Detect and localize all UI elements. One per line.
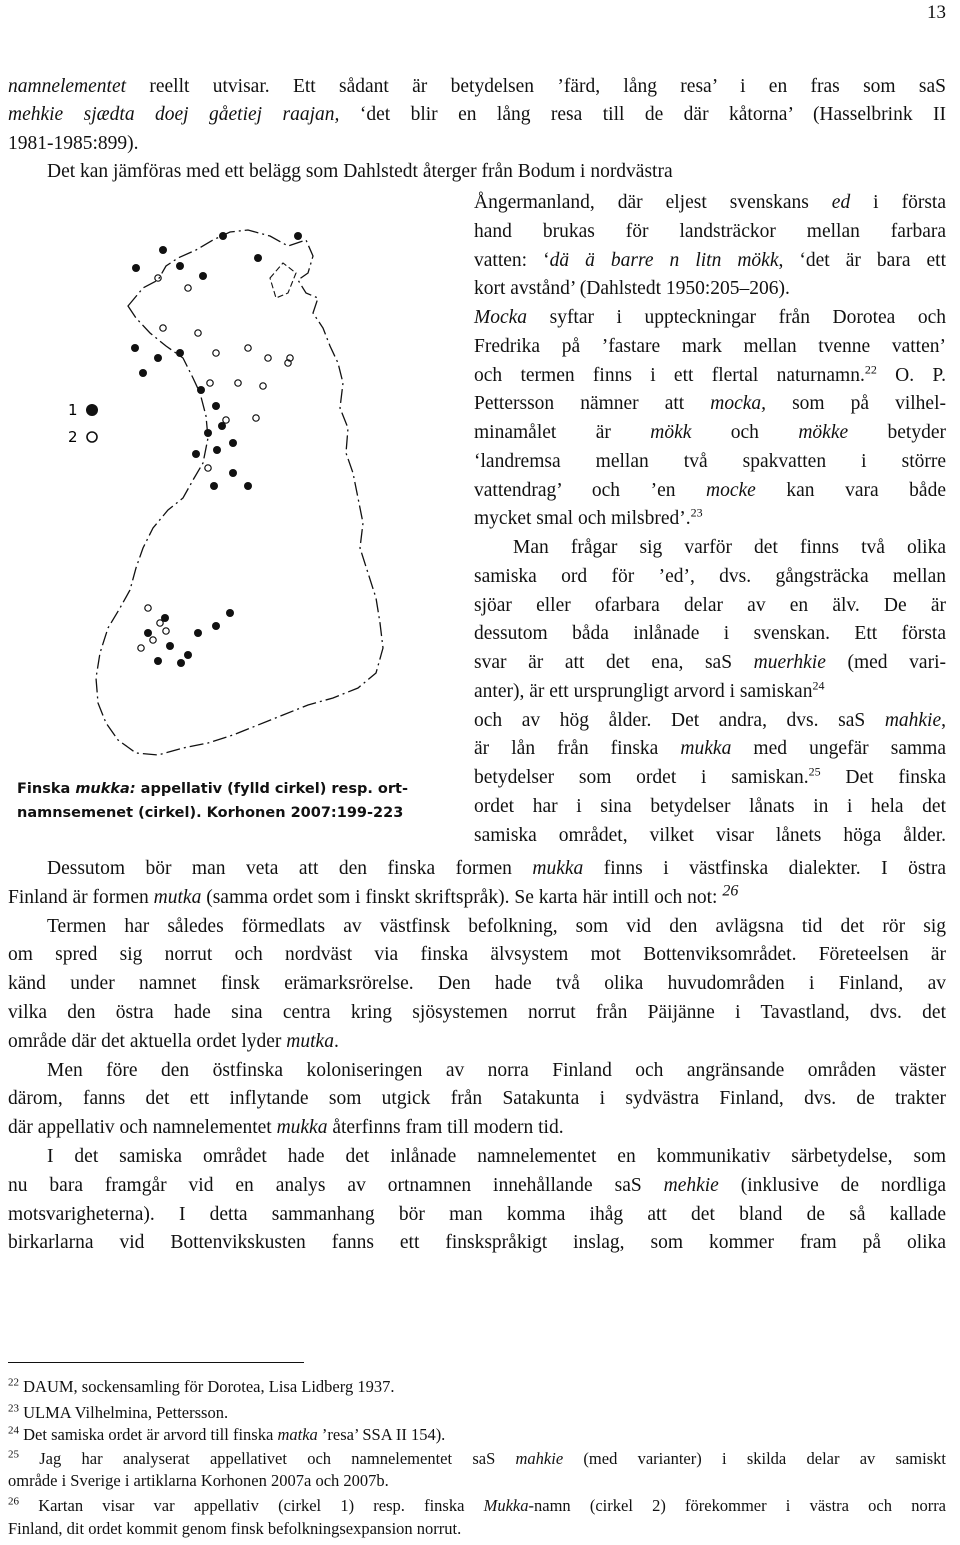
text-run: anter), är ett ursprungligt arvord i samiskan [474, 680, 813, 702]
text-run: muerhkie [753, 652, 826, 673]
map-caption-line1: Finska mukka: appellativ (fylld cirkel) resp. ort- [17, 781, 408, 797]
text-run: mukka [680, 738, 732, 760]
text-line [474, 362, 946, 389]
appellative-point [194, 629, 202, 637]
text-run: Fredrika på ’fastare mark mellan tvenne vatten’ [474, 335, 946, 357]
text-line [8, 1114, 946, 1141]
place-name-point [245, 345, 251, 351]
text-line [474, 620, 946, 647]
text-line [474, 764, 946, 791]
appellative-point [139, 369, 147, 377]
text-line [474, 563, 946, 590]
text-run: dessutom båda inlånade i svenskan. Ett första [474, 623, 946, 645]
text-run: dä ä barre n litn mökk [549, 249, 779, 271]
appellative-point [226, 609, 234, 617]
text-run: Mukka [483, 1496, 529, 1515]
text-run: mocke [706, 479, 756, 501]
place-name-point [195, 330, 201, 336]
place-name-point [160, 325, 166, 331]
text-run: i första [850, 192, 946, 213]
text-line [8, 999, 946, 1026]
place-name-point [205, 465, 211, 471]
text-line [474, 793, 946, 820]
text-line [8, 941, 946, 968]
text-run: är lån från finska [474, 738, 681, 760]
text-line [8, 1143, 946, 1170]
text-run: kan vara både [755, 479, 946, 501]
text-line [8, 1424, 946, 1445]
text-run: (inklusive de nordliga [718, 1174, 946, 1196]
text-run: Det finska [820, 767, 947, 788]
text-line [8, 884, 946, 911]
footnote-ref: 22 [864, 362, 877, 376]
text-run: mutka [286, 1030, 334, 1052]
text-run: (med varianter) i skilda delar av samiskt [563, 1449, 946, 1468]
map-outline [96, 230, 383, 755]
appellative-point [213, 446, 221, 454]
text-run: mökk [650, 422, 692, 443]
text-run: Pettersson nämner att [474, 393, 711, 415]
place-name-point [253, 415, 259, 421]
appellative-point [229, 469, 237, 477]
text-run: Mocka [474, 307, 528, 328]
appellative-point [176, 349, 184, 357]
text-run: om spred sig norrut och nordväst via finska älvsystem mot Bottenviksområdet. Företeelsen är [8, 944, 946, 966]
text-run: område i Sverige i artiklarna Korhonen 2007a och 2007b. [8, 1471, 389, 1490]
text-run: Man frågar sig varför det finns två olika [474, 537, 946, 558]
text-line [8, 1376, 946, 1397]
appellative-point [199, 272, 207, 280]
footnote-ref: 22 [8, 1376, 19, 1389]
text-run: mutka [153, 886, 202, 908]
appellative-point [132, 264, 140, 272]
text-run: som på vilhel- [766, 393, 946, 415]
legend-open-circle [87, 432, 97, 442]
text-line [8, 1229, 946, 1256]
text-run: hand brukas för landsträckor mellan farbara [474, 220, 946, 242]
text-run: känd under namnet finsk erämarksrörelse. Den hade två olika huvudområden i Finland, av [8, 973, 946, 995]
appellative-point [210, 482, 218, 490]
footnote-separator [8, 1362, 304, 1363]
footnote-ref: 25 [808, 764, 821, 779]
footnote-ref: 24 [812, 678, 825, 693]
place-name-point [213, 350, 219, 356]
text-run: ‘landremsa mellan två spakvatten i större [474, 450, 946, 472]
text-run: ed [831, 192, 851, 213]
text-line [474, 592, 946, 619]
text-run: namnelementet [8, 76, 127, 97]
place-name-point [185, 285, 191, 291]
text-run: ordet har i sina betydelser lånats in i hela det [474, 795, 946, 817]
appellative-point [294, 232, 302, 240]
text-line [8, 970, 946, 997]
text-run: svar är att det ena, saS [474, 652, 754, 673]
place-name-point [155, 275, 161, 281]
place-name-point [145, 605, 151, 611]
place-name-point [157, 620, 163, 626]
text-run: och av hög ålder. Det andra, dvs. saS [474, 709, 885, 731]
place-name-point [163, 628, 169, 634]
legend-label-1: 1 [68, 401, 78, 419]
text-line [474, 247, 946, 274]
text-run: vilka den östra hade sina centra kring sjösystemen norrut från Päijänne i Tavastland, dvs. det [8, 1002, 946, 1023]
text-line [8, 1448, 946, 1469]
appellative-point [197, 386, 205, 394]
text-run: mahkie [884, 709, 942, 731]
text-run: samiska området, vilket visar lånets höga ålder. [474, 824, 946, 846]
text-line [474, 477, 946, 504]
text-line [8, 1057, 946, 1084]
text-line [8, 1402, 946, 1423]
map-lake-outline [270, 263, 296, 298]
text-line [8, 1470, 946, 1491]
text-line [474, 822, 946, 849]
appellative-point [159, 246, 167, 254]
text-run: mocka, [710, 393, 767, 415]
appellative-point [176, 262, 184, 270]
place-name-point [265, 355, 271, 361]
text-run: syftar i uppteckningar från Dorotea och [527, 307, 946, 328]
footnote-ref: 25 [8, 1448, 19, 1461]
legend-label-2: 2 [68, 428, 78, 446]
text-run: betyder [848, 422, 946, 443]
text-run: och termen finns i ett flertal naturnamn. [474, 364, 865, 386]
appellative-point [244, 482, 252, 490]
text-run: mukka [276, 1117, 328, 1139]
text-line [8, 1518, 946, 1539]
text-run: område där det aktuella ordet lyder [8, 1030, 287, 1052]
place-name-point [223, 417, 229, 423]
text-run: därom, fanns det ett inflytande som utgick från Satakunta i sydvästra Finland, dvs. de trakter [8, 1088, 946, 1110]
text-run: DAUM, sockensamling för Dorotea, Lisa Lidberg 1937. [19, 1377, 395, 1396]
text-run: Dessutom bör man veta att den finska formen [8, 858, 533, 879]
text-line [474, 390, 946, 417]
text-run: (med vari- [825, 652, 946, 673]
place-name-point [150, 637, 156, 643]
appellative-point [212, 622, 220, 630]
text-run: nu bara framgår vid en analys av ortnamnen innehållande saS [8, 1174, 664, 1196]
text-run: ‘det blir en lång resa till de där kåtorna’ (Hasselbrink II [339, 104, 946, 126]
text-line [8, 1201, 946, 1228]
place-name-point [138, 645, 144, 651]
footnote-ref: 26 [8, 1495, 19, 1508]
text-run: kort avstånd’ (Dahlstedt 1950:205–206). [474, 278, 790, 300]
place-name-point [207, 380, 213, 386]
appellative-point [154, 354, 162, 362]
appellative-point [212, 402, 220, 410]
text-run: vattendrag’ och ’en [474, 479, 707, 501]
text-line [8, 1028, 946, 1055]
text-run: mahkie [515, 1449, 564, 1468]
text-run: Ångermanland, där eljest svenskans [474, 192, 832, 213]
text-run: Men före den östfinska koloniseringen av norra Finland och angränsande områden väster [8, 1059, 946, 1081]
text-run: minamålet är [474, 422, 651, 443]
place-name-point [260, 383, 266, 389]
text-line [8, 1085, 946, 1112]
text-line [8, 158, 946, 185]
text-run: Termen har således förmedlats av västfinsk befolkning, som vid den avlägsna tid det rör sig [8, 915, 946, 937]
text-run: med ungefär samma [731, 738, 946, 760]
text-run: mukka [532, 858, 584, 879]
footnote-ref: 23 [8, 1402, 19, 1415]
text-run: där appellativ och namnelementet [8, 1117, 277, 1139]
text-run: , ‘det är bara ett [778, 249, 946, 271]
appellative-point [154, 657, 162, 665]
text-run: Det samiska ordet är arvord till finska [19, 1425, 278, 1444]
appellative-point [144, 629, 152, 637]
text-line [474, 304, 946, 331]
text-run: Finland är formen [8, 886, 154, 908]
text-run: ’resa’ SSA II 154). [317, 1425, 446, 1444]
text-line [8, 855, 946, 882]
text-run: (samma ordet som i finskt skriftspråk). Se karta här intill och not: [201, 886, 723, 908]
text-run: I det samiska området hade det inlånade namnelementet en kommunikativ särbetydelse, som [8, 1146, 946, 1167]
finland-map [8, 218, 463, 778]
text-line [474, 735, 946, 762]
text-run: Jag har analyserat appellativet och namnelementet saS [19, 1449, 516, 1468]
appellative-point [177, 659, 185, 667]
text-run: betydelser som ordet i samiskan. [474, 767, 809, 788]
text-run: mycket smal och milsbred’. [474, 508, 691, 530]
text-run: -namn (cirkel 2) förekommer i västra och norra [528, 1496, 947, 1515]
text-line [474, 275, 946, 302]
text-line [474, 189, 946, 216]
appellative-point [219, 232, 227, 240]
appellative-point [204, 429, 212, 437]
text-run: O. P. [876, 364, 946, 386]
text-run: och [691, 422, 799, 443]
appellative-point [254, 254, 262, 262]
map-caption-line2: namnsemenet (cirkel). Korhonen 2007:199-223 [17, 805, 404, 821]
text-run: motsvarigheterna). I detta sammanhang bör man komma ihåg att det bland de så kallade [8, 1203, 946, 1225]
text-line [474, 707, 946, 734]
text-line [474, 534, 946, 561]
text-run: samiska ord för ’ed’, dvs. gångsträcka mellan [474, 565, 946, 587]
footnote-ref: 23 [690, 505, 703, 520]
appellative-point [131, 344, 139, 352]
text-line [474, 419, 946, 446]
text-run: Det kan jämföras med ett belägg som Dahlstedt återger från Bodum i nordvästra [8, 160, 673, 182]
text-run: . [333, 1030, 339, 1052]
text-line [474, 333, 946, 360]
text-line [8, 1495, 946, 1516]
text-line [474, 218, 946, 245]
text-line [474, 505, 946, 532]
text-line [474, 649, 946, 676]
text-run: reellt utvisar. Ett sådant är betydelsen ’färd, lång resa’ i en fras som saS [126, 76, 946, 97]
footnote-ref: 24 [8, 1424, 19, 1437]
text-run: mehkie sjædta doej gåetiej raajan, [8, 104, 340, 126]
map-points [131, 232, 302, 667]
text-run: finns i västfinska dialekter. I östra [583, 858, 946, 879]
text-line [8, 1172, 946, 1199]
text-run: vatten: ‘ [474, 249, 550, 271]
text-run: ULMA Vilhelmina, Pettersson. [19, 1403, 229, 1422]
page-number: 13 [927, 2, 946, 23]
place-name-point [235, 380, 241, 386]
text-run: Finland, dit ordet kommit genom finsk befolkningsexpansion norrut. [8, 1519, 462, 1538]
legend-filled-circle [86, 404, 98, 416]
appellative-point [166, 642, 174, 650]
footnote-ref: 26 [722, 882, 739, 900]
text-line [8, 73, 946, 100]
text-run: 1981-1985:899). [8, 132, 139, 154]
text-run: sjöar eller ofarbara delar av en älv. De är [474, 594, 946, 616]
text-run: , [941, 709, 946, 731]
text-line [8, 130, 946, 157]
text-run: Kartan visar var appellativ (cirkel 1) resp. finska [19, 1496, 484, 1515]
text-line [474, 678, 946, 705]
text-run: återfinns fram till modern tid. [327, 1117, 564, 1139]
appellative-point [192, 450, 200, 458]
text-line [8, 101, 946, 128]
text-run: mehkie [663, 1174, 719, 1196]
appellative-point [184, 651, 192, 659]
text-line [474, 448, 946, 475]
text-line [8, 913, 946, 940]
appellative-point [229, 439, 237, 447]
text-run: mökke [798, 422, 849, 443]
text-run: matka [277, 1425, 318, 1444]
text-run: birkarlarna vid Bottenvikskusten fanns ett finskspråkigt inslag, som kommer fram på olika [8, 1232, 946, 1254]
